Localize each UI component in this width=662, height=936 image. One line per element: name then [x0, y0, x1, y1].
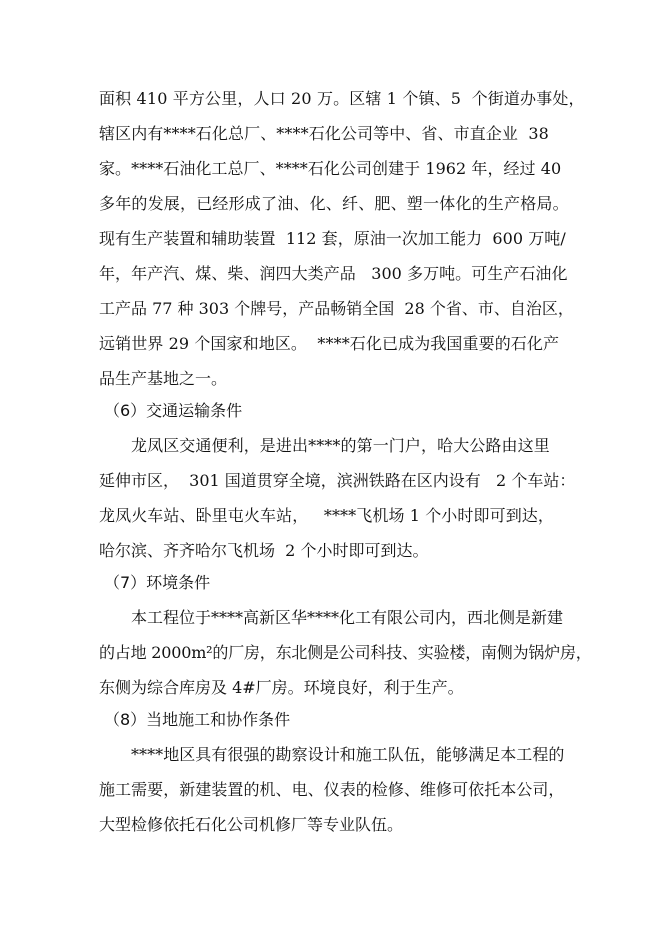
- text-line: 品生产基地之一。: [99, 369, 228, 388]
- text-line: 龙凤区交通便利，是进出****的第一门户，哈大公路由这里: [131, 436, 550, 455]
- text-line: 年，年产汽、煤、柴、润四大类产品 300 多万吨。可生产石油化: [99, 264, 568, 283]
- text-line: 延伸市区， 301 国道贯穿全境，滨洲铁路在区内设有 2 个车站：: [99, 471, 576, 490]
- text-line: 现有生产装置和辅助装置 112 套，原油一次加工能力 600 万吨/: [99, 229, 566, 248]
- text-line: 本工程位于****高新区华****化工有限公司内，西北侧是新建: [131, 608, 564, 627]
- text-line: 家。****石油化工总厂、****石化公司创建于 1962 年，经过 40: [99, 159, 562, 178]
- text-line: 多年的发展，已经形成了油、化、纤、肥、塑一体化的生产格局。: [99, 194, 569, 213]
- text-line: 大型检修依托石化公司机修厂等专业队伍。: [99, 815, 404, 834]
- text-line: 辖区内有****石化总厂、****石化公司等中、省、市直企业 38: [99, 124, 549, 143]
- text-line: 东侧为综合库房及 4#厂房。环境良好，利于生产。: [99, 678, 464, 697]
- text-line: 工产品 77 种 303 个牌号，产品畅销全国 28 个省、市、自治区，: [99, 299, 574, 318]
- section-heading-transport: （6）交通运输条件: [104, 401, 243, 420]
- text-line: 远销世界 29 个国家和地区。 ****石化已成为我国重要的石化产: [99, 334, 560, 353]
- text-line: 施工需要，新建装置的机、电、仪表的检修、维修可依托本公司，: [99, 780, 565, 799]
- text-line: 的占地 2000m²的厂房，东北侧是公司科技、实验楼，南侧为锅炉房，: [99, 643, 592, 662]
- text-line: 龙凤火车站、卧里屯火车站， ****飞机场 1 个小时即可到达，: [99, 506, 555, 525]
- section-heading-environment: （7）环境条件: [104, 573, 211, 592]
- text-line: ****地区具有很强的勘察设计和施工队伍，能够满足本工程的: [131, 745, 565, 764]
- text-line: 哈尔滨、齐齐哈尔飞机场 2 个小时即可到达。: [99, 541, 429, 560]
- section-heading-construction: （8）当地施工和协作条件: [104, 710, 291, 729]
- text-line: 面积 410 平方公里，人口 20 万。区辖 1 个镇、5 个街道办事处，: [99, 89, 585, 108]
